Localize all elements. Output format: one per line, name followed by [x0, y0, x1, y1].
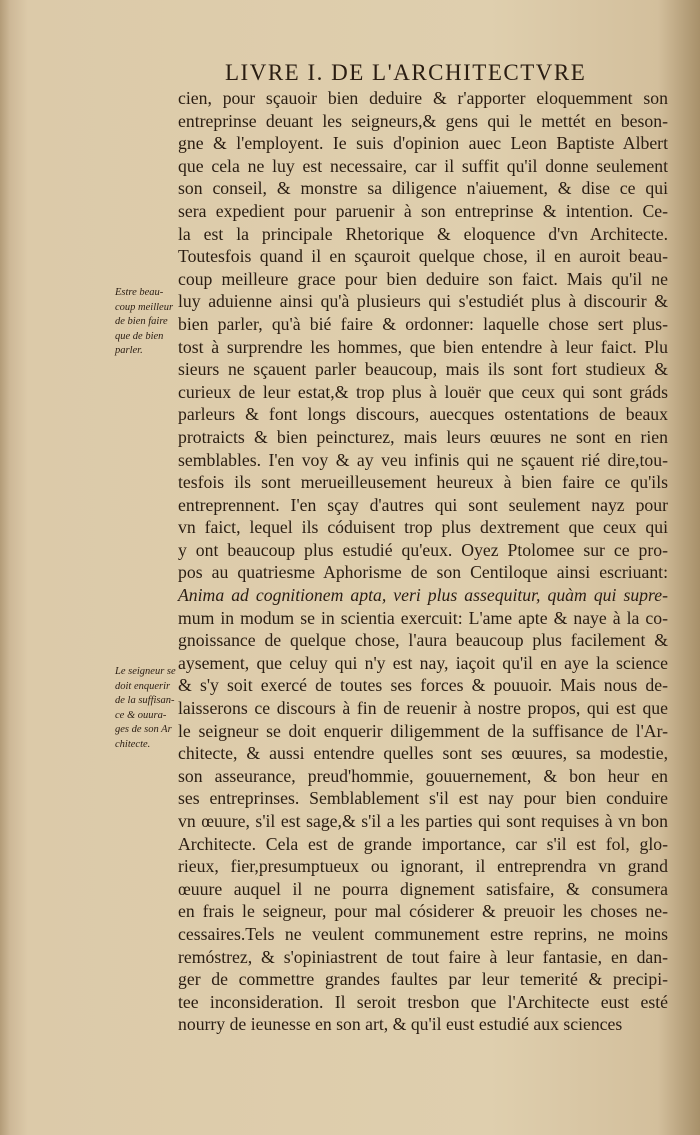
text-line: vn œuure, s'il est sage,& s'il a les parties qui sont requises à vn bon	[178, 811, 668, 831]
margin-note-line: coup meilleur	[115, 301, 174, 313]
text-line: coup meilleure grace pour bien deduire son faict. Mais qu'il ne	[178, 268, 668, 289]
text-line-latin: Anima ad cognitionem apta, veri plus assequitur, quàm qui supre-	[178, 585, 668, 606]
text-line: ses entreprinses. Semblablement s'il est nay pour bien conduire	[178, 788, 668, 809]
margin-note-speaking	[115, 286, 185, 359]
text-line: entreprinse deuant les seigneurs,& gens qui le mettét en beson-	[178, 110, 668, 131]
margin-note-line: de bien faire	[115, 316, 168, 327]
text-line: en frais le seigneur, pour mal cósiderer & preuoir les choses ne-	[178, 901, 668, 922]
text-line: tesfois ils sont merueilleusement heureux à bien faire ce qu'ils	[178, 472, 668, 493]
text-line: Toutesfois quand il en sçauroit quelque chose, il en auroit beau-	[178, 246, 668, 267]
text-line: cessaires.Tels ne veulent communement estre reprins, ne moins	[178, 923, 668, 944]
text-line: & s'y soit exercé de toutes ses forces & pouuoir. Mais nous de-	[178, 675, 668, 696]
text-line: luy aduienne ainsi qu'à plusieurs qui s'estudiét plus à discourir &	[178, 291, 668, 312]
text-line: bien parler, qu'à bié faire & ordonner: laquelle chose sert plus-	[178, 313, 668, 334]
text-line: nourry de ieunesse en son art, & qu'il eust estudié aux sciences	[178, 1014, 623, 1035]
running-header: LIVRE I. DE L'ARCHITECTVRE	[225, 60, 587, 85]
text-line: cien, pour sçauoir bien deduire & r'apporter eloquemment son	[178, 88, 668, 108]
text-line: aysement, que celuy qui n'y est nay, iaçoit qu'il en aye la science	[178, 652, 668, 673]
margin-note-line: ges de son Ar	[115, 724, 172, 735]
margin-note-seigneur	[115, 665, 185, 752]
text-line: tost à surprendre les hommes, que bien entendre à leur faict. Plu	[178, 336, 668, 357]
text-line: vn faict, lequel ils códuisent trop plus dextrement que ceux qui	[178, 517, 668, 538]
margin-note-line: ce & ouura-	[115, 709, 167, 721]
margin-note-line: doit enquerir	[115, 680, 171, 692]
text-line: la est la principale Rhetorique & eloquence d'vn Architecte.	[178, 223, 668, 244]
text-line: sieurs ne sçauent parler beaucoup, mais ils sont fort studieux &	[178, 359, 668, 380]
text-line: Architecte. Cela est de grande importance, car s'il est fol, glo-	[178, 833, 668, 854]
text-line: le seigneur se doit enquerir diligemment de la suffisance de l'Ar-	[178, 720, 668, 741]
text-line: sera expedient pour paruenir à son entreprinse & intention. Ce-	[178, 200, 668, 221]
text-line: que cela ne luy est necessaire, car il suffit qu'il donne seulement	[178, 155, 668, 176]
text-line: rieux, fier,presumptueux ou ignorant, il entreprendra vn grand	[178, 856, 668, 877]
text-line: protraicts & bien peincturez, mais leurs œuures ne sont en rien	[178, 426, 668, 447]
body-text	[178, 87, 668, 1036]
margin-note-line: que de bien	[115, 330, 164, 342]
margin-note-line: chitecte.	[115, 738, 151, 750]
text-line: ger de commettre grandes faultes par leur temerité & precipi-	[178, 969, 668, 990]
text-line: pos au quatriesme Aphorisme de son Centiloque ainsi escriuant:	[178, 562, 668, 583]
text-line: semblables. I'en voy & ay veu infinis qui ne sçauent rié dire,tou-	[178, 449, 668, 470]
text-line: y ont beaucoup plus estudié qu'eux. Oyez Ptolomee sur ce pro-	[178, 539, 668, 560]
text-line: laisserons ce discours à fin de reuenir à nostre propos, qui est que	[178, 698, 668, 719]
margin-note-line: Estre beau-	[115, 287, 164, 298]
margin-note-line: de la suffisan-	[115, 695, 175, 706]
text-line: remóstrez, & s'opiniastrent de tout faire à leur fantasie, en dan-	[178, 946, 668, 967]
text-line: gnoissance de quelque chose, l'aura beaucoup plus facilement &	[178, 630, 668, 651]
text-line: mum in modum se in scientia exercuit: L'ame apte & naye à la co-	[178, 607, 668, 628]
text-line: chitecte, & aussi entendre quelles sont ses œuures, sa modestie,	[178, 743, 668, 764]
margin-note-line: parler.	[115, 345, 143, 356]
text-line: son conseil, & monstre sa diligence n'aiuement, & dise ce qui	[178, 178, 668, 199]
text-line: entreprennent. I'en sçay d'autres qui sont seulement nayz pour	[178, 494, 668, 515]
text-line: curieux de leur estat,& trop plus à louër que ceux qui sont gráds	[178, 381, 668, 402]
text-line: œuure auquel il ne pourra dignement satisfaire, & consumera	[178, 878, 668, 899]
text-line: parleurs & font longs discours, auecques ostentations de beaux	[178, 404, 668, 425]
text-line: gne & l'employent. Ie suis d'opinion auec Leon Baptiste Albert	[178, 133, 668, 154]
text-line: son asseurance, preud'hommie, gouuernement, & bon heur en	[178, 765, 668, 786]
text-line: tee inconsideration. Il seroit tresbon que l'Architecte eust esté	[178, 991, 668, 1012]
margin-note-line: Le seigneur se	[115, 666, 176, 677]
